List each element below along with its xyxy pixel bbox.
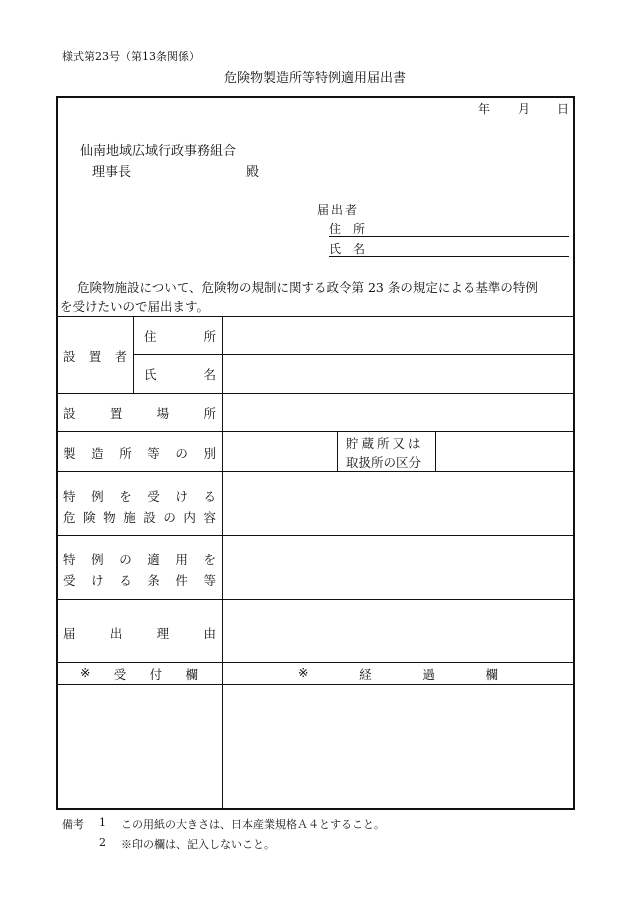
reception-column-header: ※ 受 付 欄 [80,665,198,682]
installer-address-label: 住 所 [144,329,216,344]
exception-conditions-label-line2: 受 け る 条 件 等 [63,573,216,588]
notification-reason-field[interactable] [223,600,574,662]
form-number: 様式第23号（第13条関係） [62,50,200,63]
storage-class-label-line1: 貯蔵所又は [346,436,424,451]
notifier-name-field[interactable] [329,256,569,257]
exception-content-label-line1: 特 例 を 受 け る [63,489,216,504]
installer-name-label: 氏 名 [144,367,216,382]
installer-label: 設 置 者 [63,349,127,364]
addressee-honorific: 殿 [246,165,260,180]
addressee-organization: 仙南地域広域行政事務組合 [80,144,237,159]
notifier-name-label: 氏名 [329,242,378,256]
note-2-number: 2 [99,836,106,849]
notes-heading: 備考 [62,818,84,831]
notification-reason-label: 届 出 理 由 [63,626,216,641]
exception-conditions-label-line1: 特 例 の 適 用 を [63,552,216,567]
installer-label-divider [133,316,134,393]
statement-line-1: 危険物施設について、危険物の規制に関する政令第 23 条の規定による基準の特例 [77,280,538,295]
note-1-number: 1 [99,816,106,829]
notifier-heading: 届出者 [317,203,360,217]
date-month-label: 月 [518,102,531,116]
notifier-address-label: 住所 [329,222,378,236]
facility-type-field[interactable] [223,432,337,471]
installation-location-field[interactable] [223,394,574,431]
note-1-text: この用紙の大きさは、日本産業規格Ａ４とすること。 [121,818,385,831]
facility-type-label: 製 造 所 等 の 別 [63,446,216,461]
installer-name-field[interactable] [223,355,574,393]
exception-conditions-field[interactable] [223,536,574,599]
progress-field [223,685,574,808]
storage-class-left-divider [337,431,338,471]
exception-content-label-line2: 危 険 物 施 設 の 内 容 [63,510,216,525]
storage-class-label-line2: 取扱所の区分 [346,455,422,470]
date-year-label: 年 [478,102,491,116]
installer-address-field[interactable] [223,317,574,354]
document-title: 危険物製造所等特例適用届出書 [223,71,406,86]
statement-line-2: を受けたいので届出ます。 [60,299,210,314]
notifier-address-field[interactable] [329,236,569,237]
addressee-position: 理事長 [92,165,132,180]
note-2-text: ※印の欄は、記入しないこと。 [121,838,275,851]
exception-content-field[interactable] [223,472,574,535]
row-rule-office-header [57,662,574,663]
date-day-label: 日 [557,102,570,116]
reception-field [58,685,222,808]
progress-column-header: ※ 経 過 欄 [298,665,498,682]
storage-class-field[interactable] [436,432,574,471]
installation-location-label: 設 置 場 所 [63,406,216,421]
